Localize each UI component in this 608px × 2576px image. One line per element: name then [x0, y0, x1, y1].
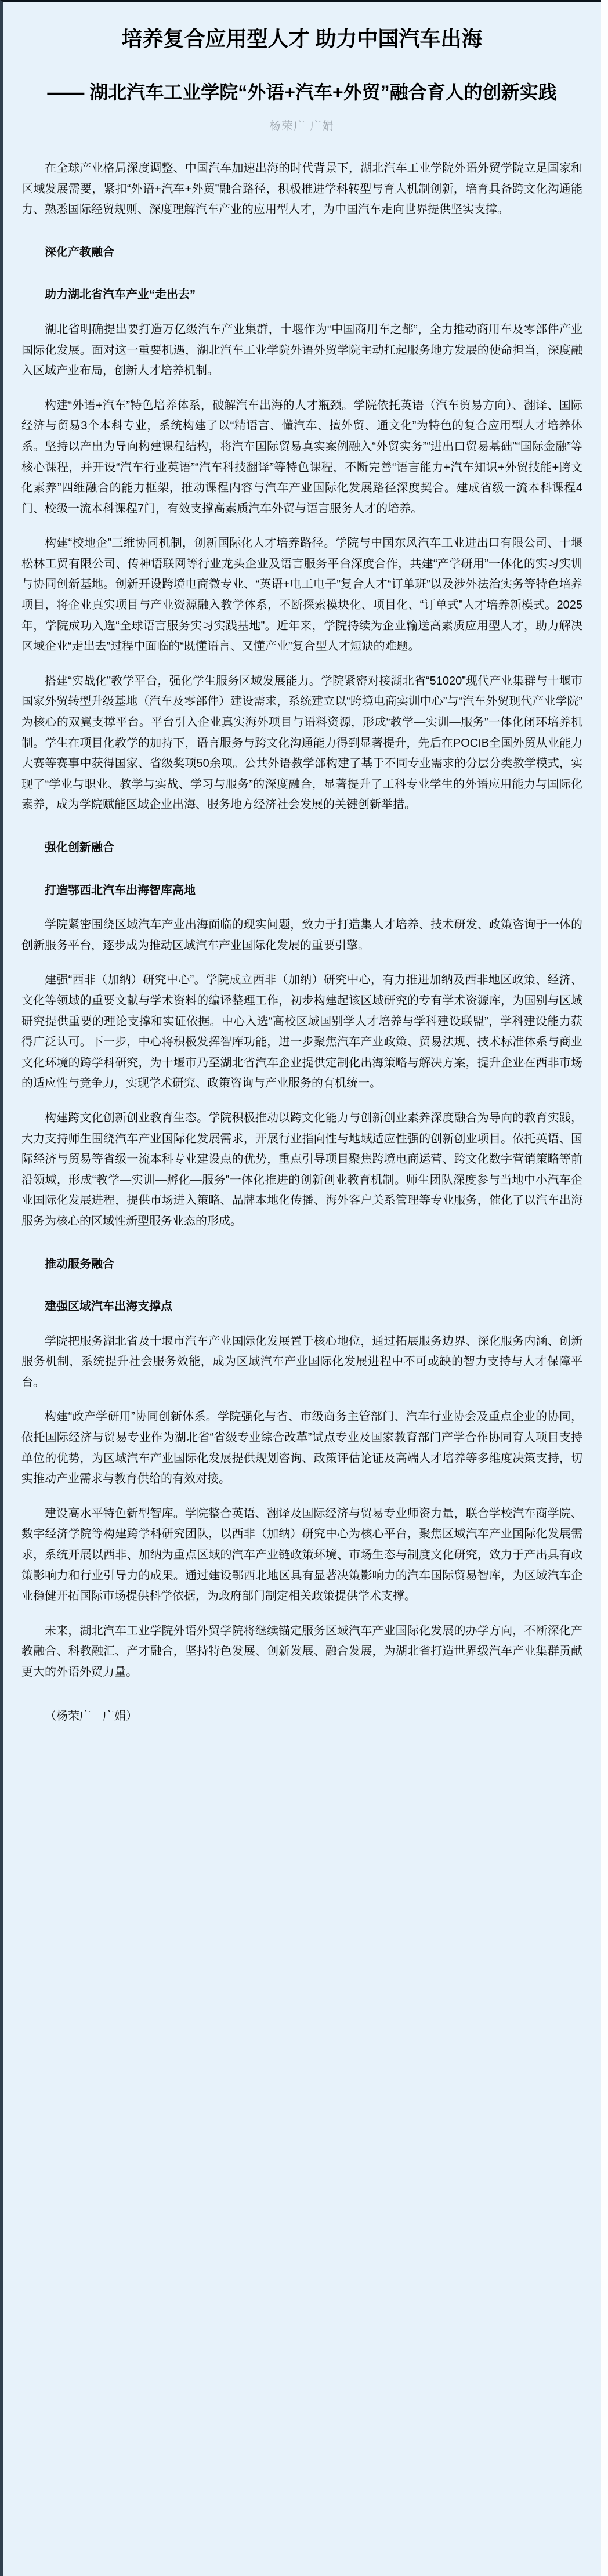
section-2-heading: 强化创新融合: [45, 841, 114, 855]
section-2-paragraph-1: 学院紧密围绕区域汽车产业出海面临的现实问题，致力于打造集人才培养、技术研发、政策咨询于一体的创新服务平台，逐步成为推动区域汽车产业国际化发展的重要引擎。: [21, 918, 582, 952]
section-2-paragraph-2: 建强“西非（加纳）研究中心”。学院成立西非（加纳）研究中心，有力推进加纳及西非地区政策、经济、文化等领域的重要文献与学术资料的编译整理工作，初步构建起该区域研究的专有学术资源库，为国别与区域研究提供重要的理论支撑和实证依据。中心入选“高校区域国别学人才培养与学科建设联盟”，学科建设能力获得广泛认可。下一步，中心将积极发挥智库功能，进一步聚焦汽车产业政策、贸易法规、技术标准体系与商业文化环境的跨学科研究，为十堰市乃至湖北省汽车企业提供定制化出海策略与解决方案，提升企业在西非市场的适应性与竞争力，实现学术研究、政策咨询与产业服务的有机统一。: [21, 974, 582, 1090]
section-3-paragraph-3: 建设高水平特色新型智库。学院整合英语、翻译及国际经济与贸易专业师资力量，联合学校汽车商学院、数字经济学院等构建跨学科研究团队，以西非（加纳）研究中心为核心平台，聚焦区域汽车产业国际化发展需求，系统开展以西非、加纳为重点区域的汽车产业链政策环境、市场生态与制度文化研究，致力于产出具有政策影响力和行业引导力的成果。通过建设鄂西北地区具有显著决策影响力的汽车国际贸易智库，为区域汽车企业稳健开拓国际市场提供科学依据，为政府部门制定相关政策提供学术支撑。: [21, 1507, 582, 1603]
section-3-paragraph-1: 学院把服务湖北省及十堰市汽车产业国际化发展置于核心地位，通过拓展服务边界、深化服务内涵、创新服务机制，系统提升社会服务效能，成为区域汽车产业国际化发展进程中不可或缺的智力支持与人才保障平台。: [21, 1334, 582, 1389]
article-body: [21, 158, 582, 1727]
section-1-paragraph-4: 搭建“实战化”教学平台，强化学生服务区域发展能力。学院紧密对接湖北省“51020”现代产业集群与十堰市国家外贸转型升级基地（汽车及零部件）建设需求，系统建立以“跨境电商实训中心”与“汽车外贸现代产业学院”为核心的双翼支撑平台。平台引入企业真实海外项目与语料资源，形成“教学—实训—服务”一体化闭环培养机制。学生在项目化教学的加持下，语言服务与跨文化沟通能力得到显著提升，先后在POCIB全国外贸从业能力大赛等赛事中获得国家、省级奖项50余项。公共外语教学部构建了基于不同专业需求的分层分类教学模式，实现了“学业与职业、教学与实战、学习与服务”的深度融合，显著提升了工科专业学生的外语应用能力与国际化素养，成为学院赋能区域企业出海、服务地方经济社会发展的关键创新举措。: [21, 674, 582, 812]
section-1-subheading: 助力湖北省汽车产业“走出去”: [45, 288, 196, 302]
section-1-paragraph-3: 构建“校地企”三维协同机制，创新国际化人才培养路径。学院与中国东风汽车工业进出口有限公司、十堰松林工贸有限公司、传神语联网等行业龙头企业及语言服务平台深度合作，共建“产学研用”一体化的实习实训与协同创新基地。创新开设跨境电商微专业、“英语+电工电子”复合人才“订单班”以及涉外法治实务等特色培养项目，将企业真实项目与产业资源融入教学体系，不断探索模块化、项目化、“订单式”人才培养新模式。2025年，学院成功入选“全球语言服务实习实践基地”。近年来，学院持续为企业输送高素质应用型人才，助力解决区域企业“走出去”过程中面临的“既懂语言、又懂产业”复合型人才短缺的难题。: [21, 537, 582, 653]
paragraph-intro: 在全球产业格局深度调整、中国汽车加速出海的时代背景下，湖北汽车工业学院外语外贸学院立足国家和区域发展需要，紧扣“外语+汽车+外贸”融合路径，积极推进学科转型与育人机制创新，培育具备跨文化沟通能力、熟悉国际经贸规则、深度理解汽车产业的应用型人才，为中国汽车走向世界提供坚实支撑。: [21, 161, 582, 216]
section-2-paragraph-3: 构建跨文化创新创业教育生态。学院积极推动以跨文化能力与创新创业素养深度融合为导向的教育实践，大力支持师生围绕汽车产业国际化发展需求，开展行业指向性与地域适应性强的创新创业项目。依托英语、国际经济与贸易等省级一流本科专业建设点的优势，重点引导项目聚焦跨境电商运营、跨文化数字营销策略等前沿领域，形成“教学—实训—孵化—服务”一体化推进的创新创业教育机制。师生团队深度参与当地中小汽车企业国际化发展进程，提供市场进入策略、品牌本地化传播、海外客户关系管理等专业服务，催化了以汽车出海服务为核心的区域性新型服务业态的形成。: [21, 1111, 582, 1228]
page-subtitle: —— 湖北汽车工业学院“外语+汽车+外贸”融合育人的创新实践: [47, 81, 557, 103]
section-2-subheading: 打造鄂西北汽车出海智库高地: [45, 884, 196, 897]
section-1-paragraph-2: 构建“外语+汽车”特色培养体系，破解汽车出海的人才瓶颈。学院依托英语（汽车贸易方向）、翻译、国际经济与贸易3个本科专业，系统构建了以“精语言、懂汽车、擅外贸、通文化”为特色的复合应用型人才培养体系。坚持以产出为导向构建课程结构，将汽车国际贸易真实案例融入“外贸实务”“进出口贸易基础”“国际金融”等核心课程，并开设“汽车行业英语”“汽车科技翻译”等特色课程，不断完善“语言能力+汽车知识+外贸技能+跨文化素养”四维融合的能力框架，推动课程内容与汽车产业国际化发展路径深度契合。建成省级一流本科课程4门、校级一流本科课程7门，有效支撑高素质汽车外贸与语言服务人才的培养。: [21, 399, 582, 515]
authors-line: 杨荣广 广娟: [269, 120, 335, 132]
section-3-subheading: 建强区域汽车出海支撑点: [45, 1300, 172, 1314]
section-1-paragraph-1: 湖北省明确提出要打造万亿级汽车产业集群，十堰作为“中国商用车之都”，全力推动商用车及零部件产业国际化发展。面对这一重要机遇，湖北汽车工业学院外语外贸学院主动扛起服务地方发展的使命担当，深度融入区域产业布局，创新人才培养机制。: [21, 323, 582, 378]
section-1-heading: 深化产教融合: [45, 245, 114, 259]
section-3-heading: 推动服务融合: [45, 1257, 114, 1271]
page-title: 培养复合应用型人才 助力中国汽车出海: [121, 27, 483, 50]
byline-signature: （杨荣广 广娟）: [45, 1709, 137, 1723]
section-3-paragraph-2: 构建“政产学研用”协同创新体系。学院强化与省、市级商务主管部门、汽车行业协会及重点企业的协同，依托国际经济与贸易专业作为湖北省“省级专业综合改革”试点专业及国家教育部门产学合作协同育人项目支持单位的优势，为区域汽车产业国际化发展提供规划咨询、政策评估论证及高端人才培养等多维度决策支持，切实推动产业需求与教育供给的有效对接。: [21, 1410, 582, 1486]
paragraph-closing: 未来，湖北汽车工业学院外语外贸学院将继续锚定服务区域汽车产业国际化发展的办学方向，不断深化产教融合、科教融汇、产才融合，坚持特色发展、创新发展、融合发展，为湖北省打造世界级汽车产业集群贡献更大的外语外贸力量。: [21, 1624, 582, 1679]
